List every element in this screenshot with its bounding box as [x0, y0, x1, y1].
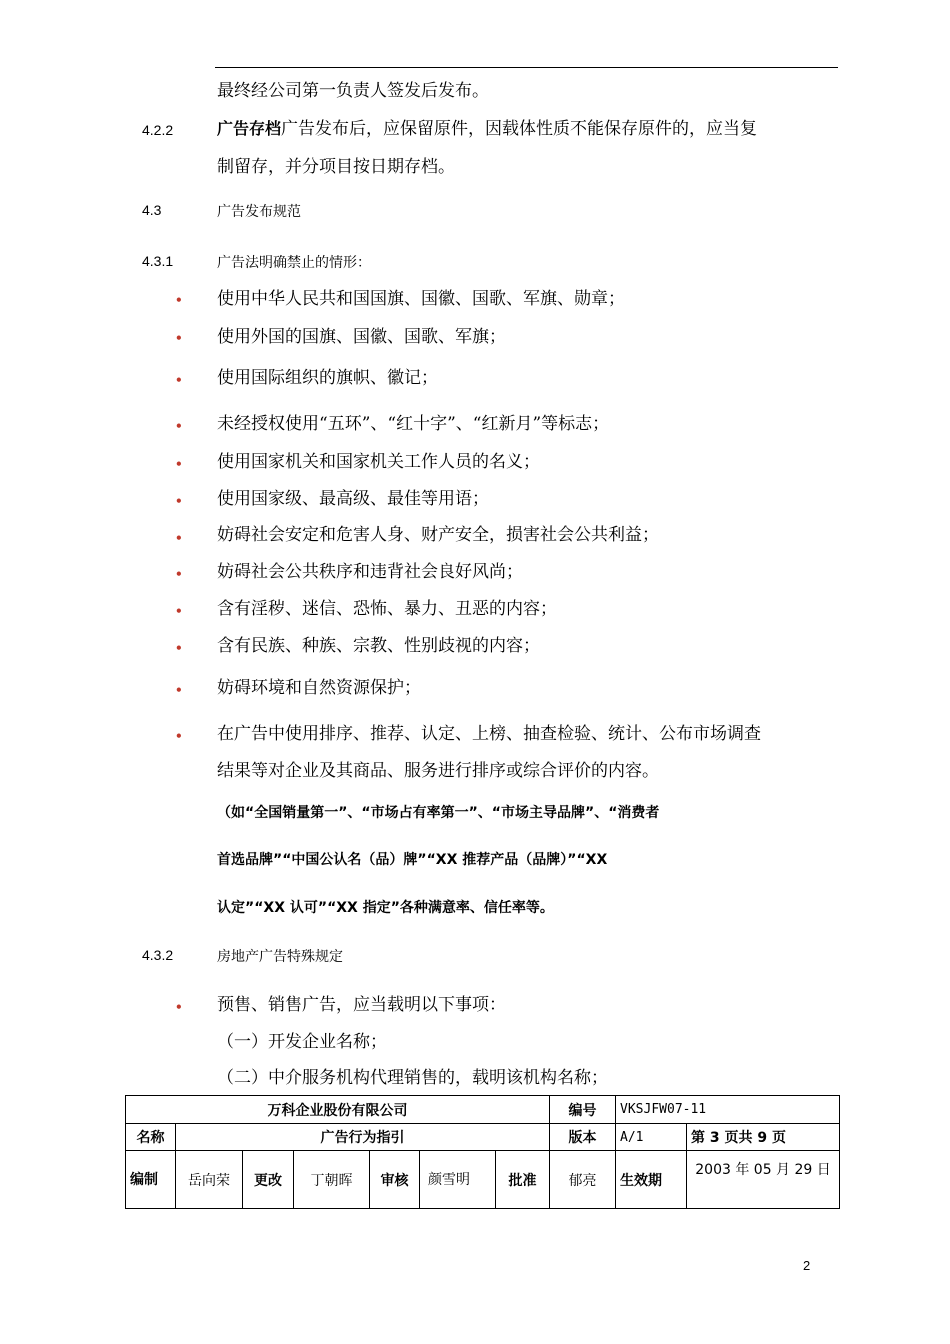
sub-item: （二）中介服务机构代理销售的，载明该机构名称； — [217, 1068, 608, 1088]
bullet-icon: • — [175, 293, 183, 307]
page-number: 2 — [803, 1258, 811, 1273]
bullet-icon: • — [175, 419, 183, 433]
list-item: 未经授权使用“五环”、“红十字”、“红新月”等标志； — [217, 414, 610, 434]
bullet-icon: • — [175, 729, 183, 743]
bullet-icon: • — [175, 604, 183, 618]
bullet-icon: • — [175, 641, 183, 655]
author-label: 编制 — [126, 1151, 176, 1209]
paragraph-text: 广告发布后，应保留原件，因载体性质不能保存原件的，应当复 — [281, 119, 758, 139]
section-number: 4.3.2 — [142, 947, 174, 963]
bullet-icon: • — [175, 1000, 183, 1014]
section-4-2-2 — [217, 119, 757, 139]
name-label: 名称 — [126, 1124, 176, 1151]
page-info: 第 3 页共 9 页 — [687, 1124, 840, 1151]
bullet-icon: • — [175, 373, 183, 387]
bullet-icon: • — [175, 567, 183, 581]
section-title: 广告存档 — [217, 119, 282, 138]
list-item: 妨碍环境和自然资源保护； — [217, 678, 421, 698]
bullet-icon: • — [175, 531, 183, 545]
note-line: 认定”“XX 认可”“XX 指定”各种满意率、信任率等。 — [217, 900, 554, 916]
bullet-icon: • — [175, 457, 183, 471]
section-title: 广告法明确禁止的情形： — [217, 255, 371, 271]
change-value: 丁朝晖 — [294, 1151, 370, 1209]
note-line: 首选品牌”“中国公认名（品）牌”“XX 推荐产品（品牌）”“XX — [217, 852, 608, 868]
list-item: 使用国家机关和国家机关工作人员的名义； — [217, 452, 540, 472]
bullet-icon: • — [175, 494, 183, 508]
bullet-icon: • — [175, 683, 183, 697]
section-number: 4.3 — [142, 202, 162, 218]
company-name: 万科企业股份有限公司 — [126, 1096, 550, 1124]
paragraph-line: 制留存，并分项目按日期存档。 — [217, 157, 455, 177]
sub-item: （一）开发企业名称； — [217, 1032, 387, 1052]
name-value: 广告行为指引 — [176, 1124, 550, 1151]
list-item: 使用国际组织的旗帜、徽记； — [217, 368, 438, 388]
list-item: 使用中华人民共和国国旗、国徽、国歌、军旗、勋章； — [217, 289, 625, 309]
list-item: 妨碍社会公共秩序和违背社会良好风尚； — [217, 562, 523, 582]
code-label: 编号 — [550, 1096, 616, 1124]
list-item: 预售、销售广告，应当载明以下事项： — [217, 995, 506, 1015]
list-item: 含有民族、种族、宗教、性别歧视的内容； — [217, 636, 540, 656]
list-item: 含有淫秽、迷信、恐怖、暴力、丑恶的内容； — [217, 599, 557, 619]
list-item: 在广告中使用排序、推荐、认定、上榜、抽查检验、统计、公布市场调查 — [217, 724, 761, 744]
approve-value: 郁亮 — [550, 1151, 616, 1209]
bullet-icon: • — [175, 331, 183, 345]
review-value: 颜雪明 — [420, 1151, 496, 1209]
author-value: 岳向荣 — [176, 1151, 243, 1209]
list-item: 使用国家级、最高级、最佳等用语； — [217, 489, 489, 509]
document-info-table — [125, 1095, 840, 1209]
section-number: 4.2.2 — [142, 122, 174, 138]
effective-value: 2003 年 05 月 29 日 — [687, 1151, 840, 1209]
effective-label: 生效期 — [616, 1151, 687, 1209]
header-rule — [215, 67, 838, 68]
list-item-continuation: 结果等对企业及其商品、服务进行排序或综合评价的内容。 — [217, 761, 659, 781]
version-label: 版本 — [550, 1124, 616, 1151]
section-number: 4.3.1 — [142, 253, 174, 269]
list-item: 使用外国的国旗、国徽、国歌、军旗； — [217, 327, 506, 347]
version-value: A/1 — [616, 1124, 687, 1151]
approve-label: 批准 — [496, 1151, 550, 1209]
change-label: 更改 — [243, 1151, 294, 1209]
section-title: 房地产广告特殊规定 — [217, 949, 343, 965]
section-title: 广告发布规范 — [217, 204, 301, 220]
list-item: 妨碍社会安定和危害人身、财产安全，损害社会公共利益； — [217, 525, 659, 545]
note-line: （如“全国销量第一”、“市场占有率第一”、“市场主导品牌”、“消费者 — [217, 805, 660, 821]
code-value: VKSJFW07-11 — [616, 1096, 840, 1124]
paragraph-line: 最终经公司第一负责人签发后发布。 — [217, 81, 489, 101]
review-label: 审核 — [370, 1151, 420, 1209]
